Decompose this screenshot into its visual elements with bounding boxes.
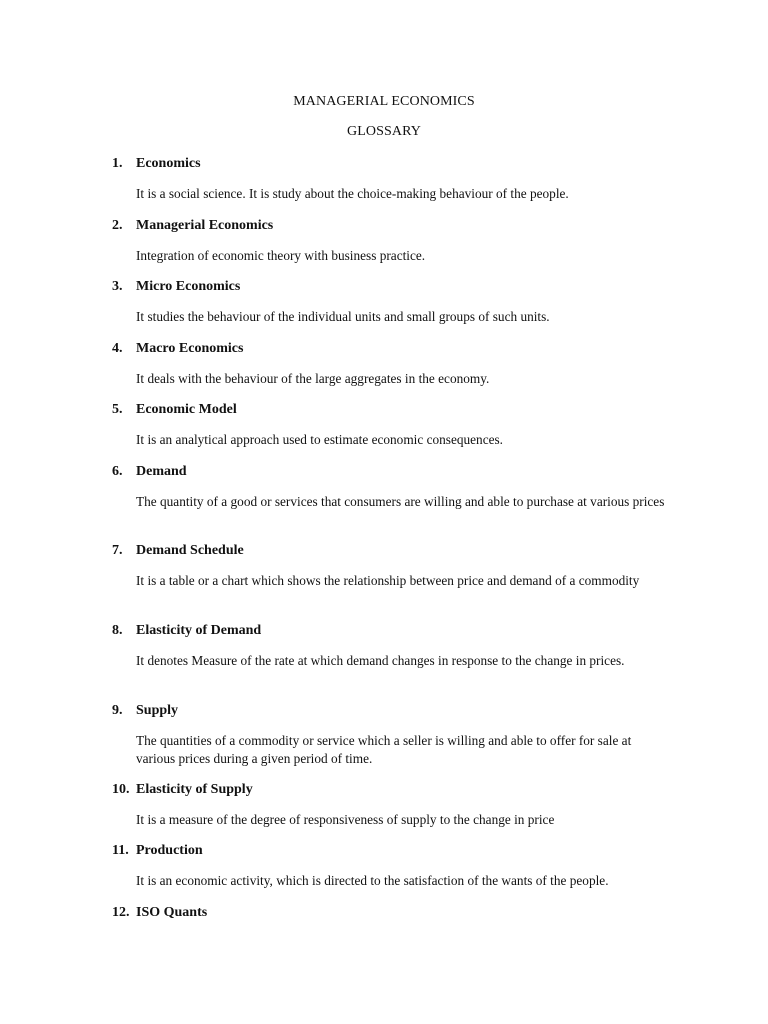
glossary-definition: The quantities of a commodity or service which a seller is willing and able to offer for sale at various prices during a given period of time. <box>136 733 632 766</box>
entry-number: 2. <box>112 218 123 233</box>
entry-number: 4. <box>112 341 123 356</box>
glossary-term: Managerial Economics <box>136 218 274 233</box>
glossary-term: Economic Model <box>136 402 237 417</box>
glossary-term: ISO Quants <box>136 905 208 920</box>
glossary-term-line <box>112 622 682 640</box>
glossary-entry <box>112 542 682 590</box>
glossary-term: Elasticity of Demand <box>136 623 262 638</box>
glossary-term-line <box>112 155 682 173</box>
entry-number: 3. <box>112 279 123 294</box>
glossary-entry <box>112 904 682 922</box>
glossary-term: Elasticity of Supply <box>136 782 253 797</box>
glossary-term: Supply <box>136 703 179 718</box>
entry-number: 5. <box>112 402 123 417</box>
document-subtitle: GLOSSARY <box>347 124 421 139</box>
glossary-term: Economics <box>136 156 201 171</box>
glossary-definition: It deals with the behaviour of the large aggregates in the economy. <box>136 371 490 386</box>
glossary-entry <box>112 217 682 265</box>
glossary-entry <box>112 401 682 449</box>
glossary-definition: Integration of economic theory with business practice. <box>136 248 426 263</box>
glossary-entry <box>112 340 682 388</box>
entry-number: 12. <box>112 905 130 920</box>
glossary-definition: It denotes Measure of the rate at which demand changes in response to the change in prices. <box>136 653 625 668</box>
glossary-term-line <box>112 340 682 358</box>
glossary-term-line <box>112 278 682 296</box>
entry-number: 1. <box>112 156 123 171</box>
glossary-entry <box>112 781 682 829</box>
glossary-definition: It studies the behaviour of the individual units and small groups of such units. <box>136 309 550 324</box>
glossary-definition: It is a measure of the degree of responsiveness of supply to the change in price <box>136 812 555 827</box>
glossary-definition: It is an economic activity, which is directed to the satisfaction of the wants of the people. <box>136 873 609 888</box>
document-title: MANAGERIAL ECONOMICS <box>293 94 475 109</box>
entry-number: 10. <box>112 782 130 797</box>
glossary-entry <box>112 842 682 890</box>
glossary-term: Demand <box>136 464 187 479</box>
glossary-entry <box>112 278 682 326</box>
glossary-term-line <box>112 463 682 481</box>
glossary-entry <box>112 702 682 768</box>
glossary-term-line <box>112 781 682 799</box>
glossary-definition: The quantity of a good or services that consumers are willing and able to purchase at various prices <box>136 494 665 509</box>
glossary-definition: It is an analytical approach used to estimate economic consequences. <box>136 432 504 447</box>
entry-number: 7. <box>112 543 123 558</box>
glossary-entry <box>112 463 682 511</box>
entry-number: 6. <box>112 464 123 479</box>
glossary-term-line <box>112 904 682 922</box>
glossary-term-line <box>112 542 682 560</box>
glossary-term: Macro Economics <box>136 341 244 356</box>
glossary-term: Demand Schedule <box>136 543 244 558</box>
entry-number: 8. <box>112 623 123 638</box>
glossary-term: Production <box>136 843 203 858</box>
glossary-entry <box>112 155 682 203</box>
glossary-term: Micro Economics <box>136 279 241 294</box>
glossary-definition: It is a social science. It is study about the choice-making behaviour of the people. <box>136 186 569 201</box>
glossary-definition: It is a table or a chart which shows the relationship between price and demand of a commodity <box>136 573 640 588</box>
glossary-term-line <box>112 842 682 860</box>
glossary-term-line <box>112 401 682 419</box>
glossary-entry <box>112 622 682 670</box>
glossary-term-line <box>112 702 682 720</box>
entry-number: 11. <box>112 843 129 858</box>
entry-number: 9. <box>112 703 123 718</box>
glossary-term-line <box>112 217 682 235</box>
